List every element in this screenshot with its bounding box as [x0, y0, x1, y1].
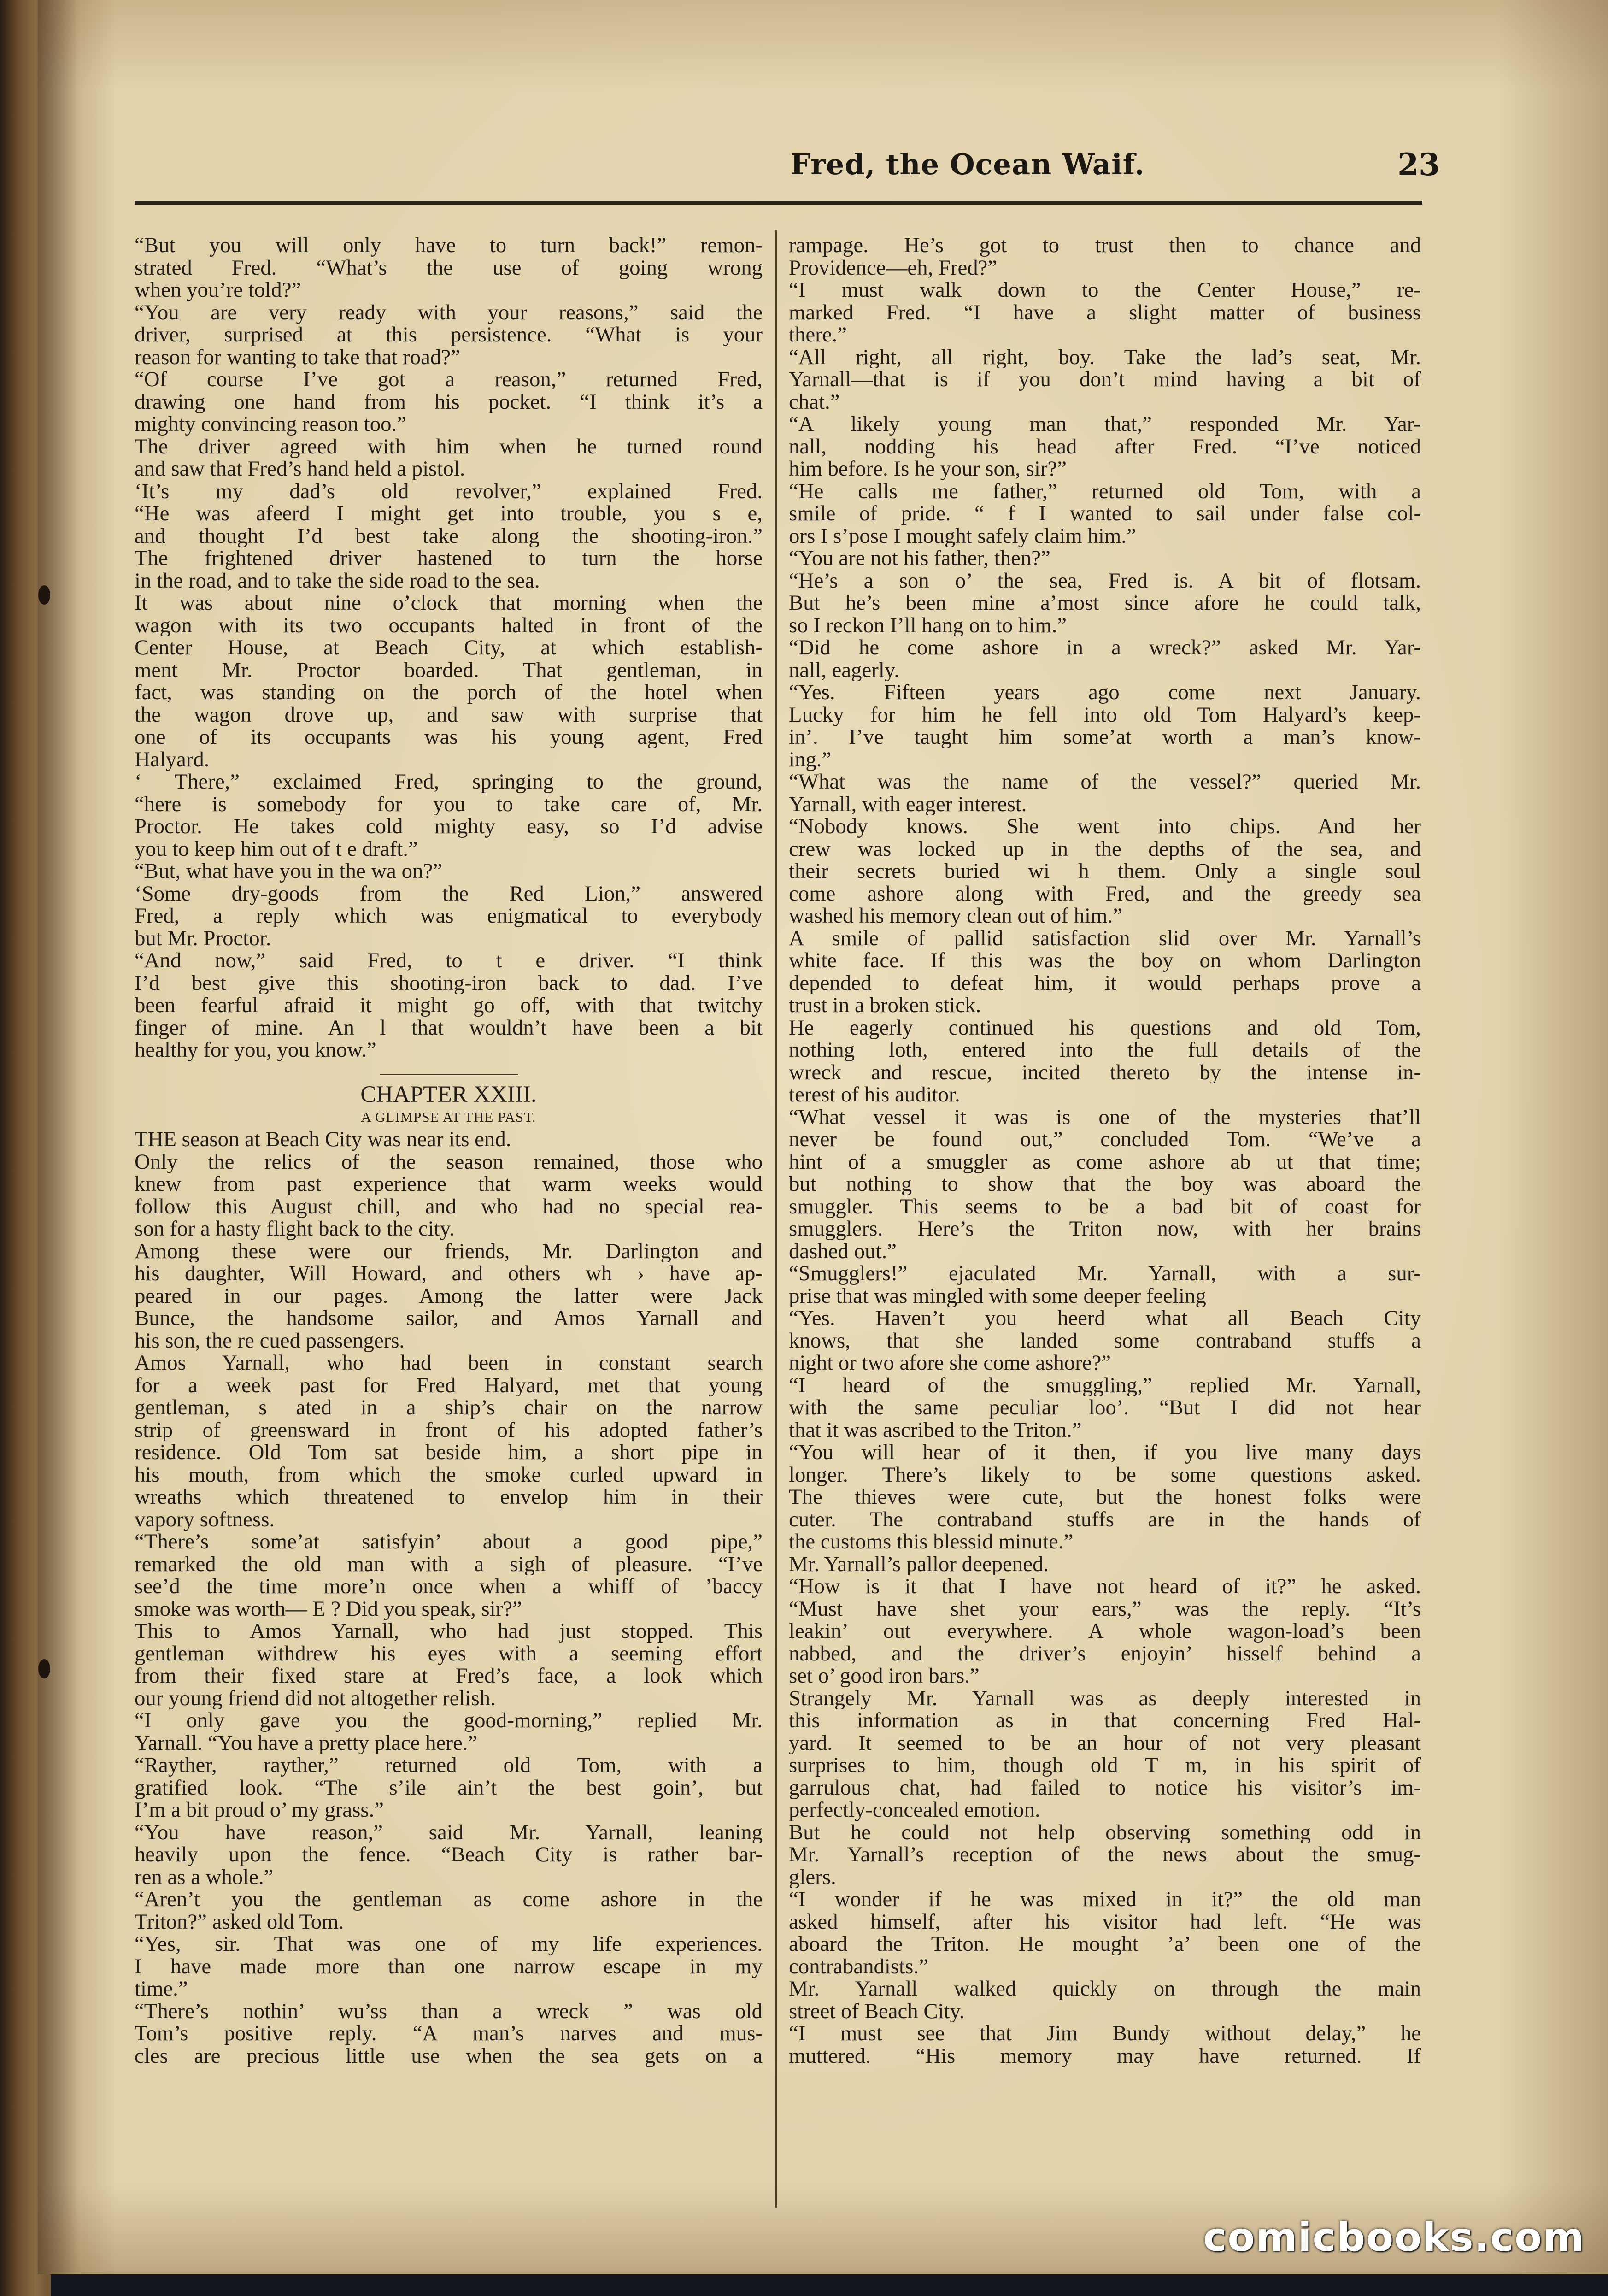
- text-line: Among these were our friends, Mr. Darlington and: [135, 1240, 763, 1262]
- text-line: and saw that Fred’s hand held a pistol.: [135, 458, 465, 480]
- text-line: “Aren’t you the gentleman as come ashore in the: [135, 1888, 763, 1911]
- text-line: our young friend did not altogether relish.: [135, 1687, 496, 1709]
- text-line: wreaths which threatened to envelop him in their: [135, 1486, 763, 1508]
- text-line: “What was the name of the vessel?” queried Mr.: [789, 771, 1421, 793]
- text-line: glers.: [789, 1866, 836, 1888]
- text-line: from their fixed stare at Fred’s face, a look which: [135, 1665, 763, 1687]
- right-text-column: [789, 234, 1421, 2067]
- text-line: THE season at Beach City was near its end.: [135, 1128, 511, 1151]
- text-line: “Did he come ashore in a wreck?” asked Mr. Yar-: [789, 636, 1421, 659]
- text-line: cuter. The contraband stuffs are in the hands of: [789, 1508, 1421, 1531]
- watermark: comicbooks.com: [1203, 2214, 1585, 2261]
- text-line: Bunce, the handsome sailor, and Amos Yarnall and: [135, 1307, 763, 1330]
- text-line: drawing one hand from his pocket. “I think it’s a: [135, 390, 763, 413]
- text-line: terest of his auditor.: [789, 1083, 960, 1106]
- chapter-subtitle: A GLIMPSE AT THE PAST.: [361, 1108, 536, 1125]
- text-line: in’. I’ve taught him some’at worth a man’s know-: [789, 726, 1421, 748]
- text-line: finger of mine. An l that wouldn’t have been a bit: [135, 1016, 763, 1039]
- text-line: fact, was standing on the porch of the hotel when: [135, 681, 763, 704]
- text-line: But he’s been mine a’most since afore he could talk,: [789, 592, 1421, 614]
- column-divider: [775, 230, 777, 2208]
- text-line: when you’re told?”: [135, 279, 301, 301]
- text-line: “You are very ready with your reasons,” said the: [135, 301, 763, 324]
- text-line: the customs this blessid minute.”: [789, 1531, 1074, 1553]
- text-line: but Mr. Proctor.: [135, 927, 271, 949]
- text-line: I’m a bit proud o’ my grass.”: [135, 1799, 384, 1821]
- text-line: one of its occupants was his young agent, Fred: [135, 726, 763, 748]
- text-line: asked himself, after his visitor had left. “He was: [789, 1910, 1421, 1933]
- running-title: Fred, the Ocean Waif.: [790, 147, 1145, 181]
- text-line: contrabandists.”: [789, 1955, 928, 1978]
- text-line: Yarnall. “You have a pretty place here.”: [135, 1731, 478, 1754]
- text-line: marked Fred. “I have a slight matter of business: [789, 301, 1421, 324]
- text-line: in the road, and to take the side road to the sea.: [135, 569, 540, 592]
- text-line: healthy for you, you know.”: [135, 1039, 376, 1061]
- text-line: Center House, at Beach City, at which establish-: [135, 636, 763, 659]
- text-line: perfectly-concealed emotion.: [789, 1799, 1040, 1821]
- text-line: dashed out.”: [789, 1240, 897, 1262]
- text-line: But he could not help observing something odd in: [789, 1821, 1421, 1843]
- text-line: this information as in that concerning Fred Hal-: [789, 1709, 1421, 1732]
- text-line: Mr. Yarnall’s pallor deepened.: [789, 1553, 1049, 1575]
- text-line: I’d best give this shooting-iron back to dad. I’ve: [135, 971, 763, 994]
- text-line: ‘It’s my dad’s old revolver,” explained Fred.: [135, 480, 763, 502]
- header-rule: [135, 201, 1422, 205]
- text-line: nall, nodding his head after Fred. “I’ve noticed: [789, 435, 1421, 458]
- text-line: peared in our pages. Among the latter were Jack: [135, 1284, 763, 1307]
- text-line: garrulous chat, had failed to notice his visitor’s im-: [789, 1776, 1421, 1799]
- text-line: “I wonder if he was mixed in it?” the old man: [789, 1888, 1421, 1911]
- text-line: A smile of pallid satisfaction slid over Mr. Yarnall’s: [789, 927, 1421, 949]
- text-line: white face. If this was the boy on whom Darlington: [789, 949, 1421, 972]
- text-line: “He’s a son o’ the sea, Fred is. A bit of flotsam.: [789, 569, 1421, 592]
- text-line: smuggler. This seems to be a bad bit of coast for: [789, 1195, 1421, 1218]
- text-line: “How is it that I have not heard of it?” he asked.: [789, 1575, 1421, 1598]
- text-line: It was about nine o’clock that morning when the: [135, 592, 763, 614]
- text-line: I have made more than one narrow escape in my: [135, 1955, 763, 1978]
- text-line: knew from past experience that warm weeks would: [135, 1173, 763, 1195]
- left-text-column: [135, 234, 763, 2067]
- text-line: but nothing to show that the boy was aboard the: [789, 1173, 1421, 1195]
- text-line: The frightened driver hastened to turn the horse: [135, 547, 763, 570]
- text-line: mighty convincing reason too.”: [135, 413, 407, 436]
- text-line: “Yes. Haven’t you heerd what all Beach City: [789, 1307, 1421, 1330]
- text-line: reason for wanting to take that road?”: [135, 346, 460, 368]
- text-line: surprises to him, though old T m, in his spirit of: [789, 1754, 1421, 1777]
- text-line: “here is somebody for you to take care of, Mr.: [135, 793, 763, 815]
- text-line: ing.”: [789, 748, 832, 771]
- text-line: gentleman withdrew his eyes with a seeming effort: [135, 1642, 763, 1665]
- text-line: night or two afore she come ashore?”: [789, 1352, 1111, 1374]
- text-line: set o’ good iron bars.”: [789, 1665, 980, 1687]
- text-line: wreck and rescue, incited thereto by the intense in-: [789, 1061, 1421, 1083]
- text-line: nabbed, and the driver’s enjoyin’ hisself behind a: [789, 1642, 1421, 1665]
- text-line: “I heard of the smuggling,” replied Mr. Yarnall,: [789, 1374, 1421, 1396]
- text-line: come ashore along with Fred, and the greedy sea: [789, 882, 1421, 905]
- text-line: Providence—eh, Fred?”: [789, 256, 998, 279]
- text-line: Halyard.: [135, 748, 210, 771]
- text-line: strated Fred. “What’s the use of going wrong: [135, 256, 763, 279]
- page-number: 23: [1397, 147, 1440, 183]
- text-line: hint of a smuggler as come ashore ab ut that time;: [789, 1150, 1421, 1173]
- text-line: “Rayther, rayther,” returned old Tom, with a: [135, 1754, 763, 1777]
- text-line: trust in a broken stick.: [789, 994, 981, 1017]
- text-line: “What vessel it was is one of the mysteries that’ll: [789, 1106, 1421, 1128]
- text-line: “He was afeerd I might get into trouble, you s e,: [135, 502, 763, 525]
- text-line: “Nobody knows. She went into chips. And her: [789, 815, 1421, 838]
- text-line: heavily upon the fence. “Beach City is rather bar-: [135, 1843, 763, 1866]
- text-line: rampage. He’s got to trust then to chance and: [789, 234, 1421, 257]
- text-line: residence. Old Tom sat beside him, a short pipe in: [135, 1441, 763, 1464]
- text-line: you to keep him out of t e draft.”: [135, 837, 418, 860]
- text-line: Mr. Yarnall walked quickly on through the main: [789, 1978, 1421, 2000]
- text-line: The thieves were cute, but the honest folks were: [789, 1486, 1421, 1508]
- text-line: his son, the re cued passengers.: [135, 1329, 405, 1352]
- text-line: that it was ascribed to the Triton.”: [789, 1419, 1082, 1441]
- text-line: ‘Some dry-goods from the Red Lion,” answered: [135, 882, 763, 905]
- text-line: gentleman, s ated in a ship’s chair on the narrow: [135, 1396, 763, 1419]
- text-line: his daughter, Will Howard, and others wh › have ap-: [135, 1262, 763, 1285]
- text-line: strip of greensward in front of his adopted father’s: [135, 1419, 763, 1441]
- text-line: ors I s’pose I mought safely claim him.”: [789, 524, 1136, 547]
- text-line: crew was locked up in the depths of the sea, and: [789, 837, 1421, 860]
- text-line: aboard the Triton. He mought ’a’ been one of the: [789, 1933, 1421, 1955]
- text-line: “You will hear of it then, if you live many days: [789, 1441, 1421, 1464]
- text-line: ‘ There,” exclaimed Fred, springing to the ground,: [135, 771, 763, 793]
- gutter-shadow: [38, 0, 79, 2274]
- text-line: This to Amos Yarnall, who had just stopped. This: [135, 1620, 763, 1643]
- text-line: the wagon drove up, and saw with surprise that: [135, 703, 763, 726]
- text-line: “Yes. Fifteen years ago come next January.: [789, 681, 1421, 704]
- text-line: “There’s nothin’ wu’ss than a wreck ” was old: [135, 2000, 763, 2022]
- text-line: depended to defeat him, it would perhaps prove a: [789, 971, 1421, 994]
- text-line: cles are precious little use when the sea gets on a: [135, 2044, 763, 2067]
- text-line: so I reckon I’ll hang on to him.”: [789, 614, 1067, 636]
- text-line: smugglers. Here’s the Triton now, with her brains: [789, 1218, 1421, 1240]
- binding-hole: [38, 585, 50, 605]
- text-line: follow this August chill, and who had no special rea-: [135, 1195, 763, 1218]
- text-line: Strangely Mr. Yarnall was as deeply interested in: [789, 1687, 1421, 1709]
- text-line: “Must have shet your ears,” was the reply. “It’s: [789, 1597, 1421, 1620]
- text-line: Proctor. He takes cold mighty easy, so I’d advise: [135, 815, 763, 838]
- text-line: ment Mr. Proctor boarded. That gentleman, in: [135, 659, 763, 681]
- text-line: Only the relics of the season remained, those who: [135, 1150, 763, 1173]
- text-line: driver, surprised at this persistence. “What is your: [135, 324, 763, 346]
- text-line: knows, that she landed some contraband stuffs a: [789, 1329, 1421, 1352]
- text-line: and thought I’d best take along the shooting-iron.”: [135, 524, 763, 547]
- text-line: chat.”: [789, 390, 840, 413]
- text-line: “I must see that Jim Bundy without delay,” he: [789, 2022, 1421, 2045]
- text-line: been fearful afraid it might go off, with that twitchy: [135, 994, 763, 1017]
- text-line: leakin’ out everywhere. A whole wagon-load’s been: [789, 1620, 1421, 1643]
- text-line: He eagerly continued his questions and old Tom,: [789, 1016, 1421, 1039]
- text-line: The driver agreed with him when he turned round: [135, 435, 763, 458]
- text-line: wagon with its two occupants halted in front of the: [135, 614, 763, 636]
- text-line: “He calls me father,” returned old Tom, with a: [789, 480, 1421, 502]
- text-line: “And now,” said Fred, to t e driver. “I think: [135, 949, 763, 972]
- text-line: him before. Is he your son, sir?”: [789, 458, 1067, 480]
- text-line: “Of course I’ve got a reason,” returned Fred,: [135, 368, 763, 391]
- text-line: never be found out,” concluded Tom. “We’ve a: [789, 1128, 1421, 1151]
- text-line: their secrets buried wi h them. Only a single soul: [789, 860, 1421, 883]
- text-line: yard. It seemed to be an hour of not very pleasant: [789, 1731, 1421, 1754]
- text-line: Yarnall, with eager interest.: [789, 793, 1027, 815]
- text-line: ren as a whole.”: [135, 1866, 274, 1888]
- binding-hole: [38, 1659, 50, 1678]
- text-line: smoke was worth— E ? Did you speak, sir?”: [135, 1597, 522, 1620]
- text-line: Yarnall—that is if you don’t mind having a bit of: [789, 368, 1421, 391]
- text-line: there.”: [789, 324, 847, 346]
- text-line: “There’s some’at satisfyin’ about a good pipe,”: [135, 1531, 763, 1553]
- text-line: “All right, all right, boy. Take the lad’s seat, Mr.: [789, 346, 1421, 368]
- text-line: with the same peculiar loo’. “But I did not hear: [789, 1396, 1421, 1419]
- text-line: nall, eagerly.: [789, 659, 899, 681]
- text-line: see’d the time more’n once when a whiff of ’baccy: [135, 1575, 763, 1598]
- text-line: remarked the old man with a sigh of pleasure. “I’ve: [135, 1553, 763, 1575]
- text-line: Mr. Yarnall’s reception of the news about the smug-: [789, 1843, 1421, 1866]
- text-line: nothing loth, entered into the full details of the: [789, 1039, 1421, 1061]
- text-line: for a week past for Fred Halyard, met that young: [135, 1374, 763, 1396]
- text-line: “You have reason,” said Mr. Yarnall, leaning: [135, 1821, 763, 1843]
- text-line: “But you will only have to turn back!” remon-: [135, 234, 763, 257]
- text-line: Amos Yarnall, who had been in constant search: [135, 1352, 763, 1374]
- text-line: longer. There’s likely to be some questions asked.: [789, 1463, 1421, 1486]
- text-line: vapory softness.: [135, 1508, 275, 1531]
- text-line: Triton?” asked old Tom.: [135, 1910, 344, 1933]
- text-line: “But, what have you in the wa on?”: [135, 860, 442, 883]
- text-line: “A likely young man that,” responded Mr. Yar-: [789, 413, 1421, 436]
- text-line: prise that was mingled with some deeper feeling: [789, 1284, 1206, 1307]
- text-line: “I only gave you the good-morning,” replied Mr.: [135, 1709, 763, 1732]
- text-line: son for a hasty flight back to the city.: [135, 1218, 455, 1240]
- text-line: Fred, a reply which was enigmatical to everybody: [135, 905, 763, 927]
- text-line: Tom’s positive reply. “A man’s narves and mus-: [135, 2022, 763, 2045]
- text-line: smile of pride. “ f I wanted to sail under false col-: [789, 502, 1421, 525]
- text-line: street of Beach City.: [789, 2000, 965, 2022]
- text-line: “I must walk down to the Center House,” re-: [789, 279, 1421, 301]
- text-line: “Yes, sir. That was one of my life experiences.: [135, 1933, 763, 1955]
- text-line: “Smugglers!” ejaculated Mr. Yarnall, with a sur-: [789, 1262, 1421, 1285]
- text-line: gratified look. “The s’ile ain’t the best goin’, but: [135, 1776, 763, 1799]
- section-rule: [135, 1061, 763, 1084]
- text-line: his mouth, from which the smoke curled upward in: [135, 1463, 763, 1486]
- text-line: time.”: [135, 1978, 188, 2000]
- text-line: washed his memory clean out of him.”: [789, 905, 1122, 927]
- chapter-heading: CHAPTER XXIII.: [360, 1083, 537, 1106]
- text-line: Lucky for him he fell into old Tom Halyard’s keep-: [789, 703, 1421, 726]
- text-line: “You are not his father, then?”: [789, 547, 1050, 570]
- text-line: muttered. “His memory may have returned. If: [789, 2044, 1421, 2067]
